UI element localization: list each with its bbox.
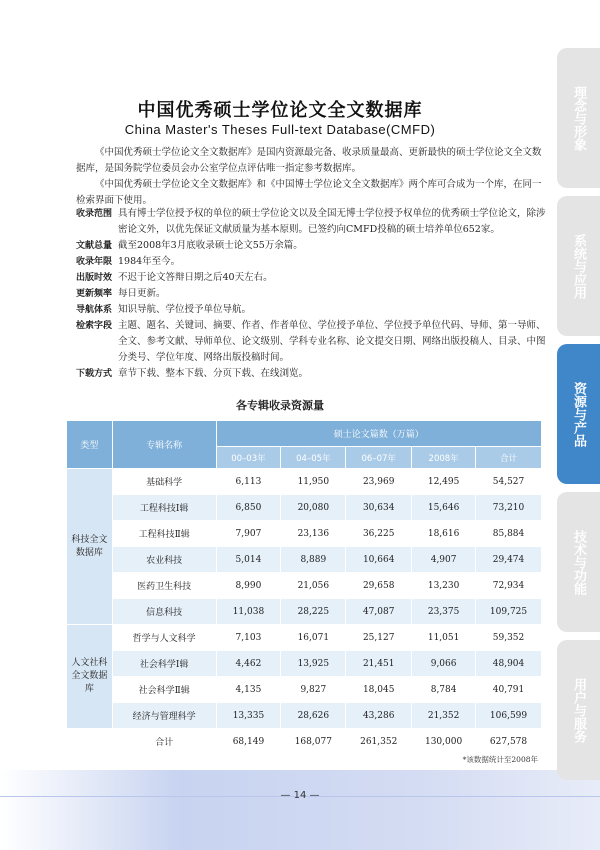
cell: 13,925: [281, 651, 346, 677]
table-row: [67, 599, 542, 625]
page-title: 中国优秀硕士学位论文全文数据库: [137, 100, 423, 121]
cell: 72,934: [476, 573, 542, 599]
info-label: 出版时效: [76, 273, 113, 283]
side-tab-resources[interactable]: [557, 344, 600, 484]
info-label: 下载方式: [76, 369, 113, 379]
cell: 13,230: [412, 573, 476, 599]
table-row: [67, 573, 542, 599]
cell: 9,066: [412, 651, 476, 677]
table-row: [67, 703, 542, 729]
cell: 12,495: [412, 469, 476, 495]
info-row-years: [76, 254, 546, 270]
cell: 5,014: [216, 547, 281, 573]
info-value: 不迟于论文答辩日期之后40天左右。: [118, 272, 273, 283]
table-row: [67, 677, 542, 703]
side-tab-label: 系统与应用: [571, 233, 586, 299]
table-note: *该数据统计至2008年: [462, 755, 538, 764]
total-spacer: [67, 729, 113, 755]
cell: 28,626: [281, 703, 346, 729]
category-cell: 人文社科全文数据库: [67, 625, 113, 729]
row-name: 社会科学Ⅰ辑: [112, 651, 216, 677]
info-label: 收录年限: [76, 257, 113, 267]
row-name: 农业科技: [112, 547, 216, 573]
table-row: [67, 469, 542, 495]
column-header: 合计: [476, 447, 542, 469]
row-name: 信息科技: [112, 599, 216, 625]
cell: 15,646: [412, 495, 476, 521]
table-row: [67, 625, 542, 651]
info-label: 导航体系: [76, 305, 113, 315]
cell: 21,451: [346, 651, 412, 677]
info-label: 更新频率: [76, 289, 113, 299]
header-group: 硕士论文篇数（万篇）: [216, 421, 542, 447]
table-row: [67, 495, 542, 521]
cell: 40,791: [476, 677, 542, 703]
table-title: 各专辑收录资源量: [236, 399, 324, 412]
cell: 21,056: [281, 573, 346, 599]
cell: 168,077: [281, 729, 346, 755]
cell: 6,850: [216, 495, 281, 521]
header-type: 类型: [67, 421, 113, 469]
header-name: 专辑名称: [112, 421, 216, 469]
page-subtitle: China Master's Theses Full-text Database(CMFD): [124, 122, 436, 137]
cell: 43,286: [346, 703, 412, 729]
row-name: 基础科学: [112, 469, 216, 495]
info-value: 1984年至今。: [118, 256, 181, 267]
column-header: 00–03年: [216, 447, 281, 469]
cell: 7,907: [216, 521, 281, 547]
side-tab-label: 理念与形象: [571, 85, 586, 151]
cell: 8,784: [412, 677, 476, 703]
side-tab-users[interactable]: [557, 640, 600, 780]
cell: 106,599: [476, 703, 542, 729]
cell: 18,616: [412, 521, 476, 547]
cell: 7,103: [216, 625, 281, 651]
row-name: 经济与管理科学: [112, 703, 216, 729]
info-value: 截至2008年3月底收录硕士论文55万余篇。: [118, 240, 303, 251]
cell: 20,080: [281, 495, 346, 521]
cell: 36,225: [346, 521, 412, 547]
info-row-scope: [76, 206, 546, 238]
cell: 11,051: [412, 625, 476, 651]
info-label: 文献总量: [76, 241, 113, 251]
info-row-download: [76, 366, 546, 382]
side-tab-technology[interactable]: [557, 492, 600, 632]
info-row-total: [76, 238, 546, 254]
column-header: 06–07年: [346, 447, 412, 469]
row-name: 工程科技Ⅰ辑: [112, 495, 216, 521]
info-list: [76, 206, 546, 382]
table-row: [67, 651, 542, 677]
side-tab-label: 技术与功能: [571, 529, 586, 595]
cell: 10,664: [346, 547, 412, 573]
cell: 9,827: [281, 677, 346, 703]
intro-paragraph: 《中国优秀硕士学位论文全文数据库》是国内资源最完备、收录质量最高、更新最快的硕士学位论文全文数据库，是国务院学位委员会办公室学位点评估唯一指定参考数据库。: [76, 147, 542, 174]
cell: 23,969: [346, 469, 412, 495]
cell: 4,462: [216, 651, 281, 677]
cell: 25,127: [346, 625, 412, 651]
info-label: 检索字段: [76, 321, 113, 331]
cell: 29,474: [476, 547, 542, 573]
cell: 261,352: [346, 729, 412, 755]
side-tab-system[interactable]: [557, 196, 600, 336]
cell: 73,210: [476, 495, 542, 521]
info-value: 知识导航、学位授予单位导航。: [118, 304, 252, 315]
cell: 48,904: [476, 651, 542, 677]
column-header: 04–05年: [281, 447, 346, 469]
cell: 130,000: [412, 729, 476, 755]
cell: 54,527: [476, 469, 542, 495]
side-tab-label: 资源与产品: [571, 381, 586, 447]
row-name: 工程科技Ⅱ辑: [112, 521, 216, 547]
cell: 85,884: [476, 521, 542, 547]
cell: 30,634: [346, 495, 412, 521]
cell: 4,135: [216, 677, 281, 703]
cell: 13,335: [216, 703, 281, 729]
info-label: 收录范围: [76, 209, 113, 219]
cell: 109,725: [476, 599, 542, 625]
cell: 23,136: [281, 521, 346, 547]
info-value: 每日更新。: [118, 288, 166, 299]
cell: 47,087: [346, 599, 412, 625]
row-name: 社会科学Ⅱ辑: [112, 677, 216, 703]
cell: 11,950: [281, 469, 346, 495]
cell: 16,071: [281, 625, 346, 651]
side-tab-philosophy[interactable]: [557, 48, 600, 188]
cell: 8,990: [216, 573, 281, 599]
table-row: [67, 521, 542, 547]
row-name: 医药卫生科技: [112, 573, 216, 599]
resource-table: [66, 420, 542, 755]
info-value: 主题、题名、关键词、摘要、作者、作者单位、学位授予单位、学位授予单位代码、导师、第一导师、全文、参考文献、导师单位、论文级别、学科专业名称、论文提交日期、网络出版投稿人、目录、中图分类号、学位年度、网络出版投稿时间。: [118, 320, 546, 363]
info-value: 章节下载、整本下载、分页下载、在线浏览。: [118, 368, 309, 379]
info-value: 具有博士学位授予权的单位的硕士学位论文以及全国无博士学位授予权单位的优秀硕士学位论文，除涉密论文外，以优先保证文献质量为基本原则。已签约向CMFD投稿的硕士培养单位652家。: [118, 208, 546, 235]
cell: 59,352: [476, 625, 542, 651]
cell: 627,578: [476, 729, 542, 755]
cell: 6,113: [216, 469, 281, 495]
cell: 18,045: [346, 677, 412, 703]
intro-paragraph: 《中国优秀硕士学位论文全文数据库》和《中国博士学位论文全文数据库》两个库可合成为一个库，在同一检索界面下使用。: [76, 179, 542, 206]
info-row-update: [76, 286, 546, 302]
cell: 4,907: [412, 547, 476, 573]
table-row: [67, 547, 542, 573]
row-name: 合计: [112, 729, 216, 755]
total-row: [67, 729, 542, 755]
cell: 23,375: [412, 599, 476, 625]
cell: 28,225: [281, 599, 346, 625]
side-tab-label: 用户与服务: [571, 677, 586, 743]
cell: 29,658: [346, 573, 412, 599]
footer-band: [0, 770, 600, 850]
page-number: — 14 —: [280, 790, 320, 801]
info-row-navigation: [76, 302, 546, 318]
row-name: 哲学与人文科学: [112, 625, 216, 651]
cell: 8,889: [281, 547, 346, 573]
category-cell: 科技全文数据库: [67, 469, 113, 625]
cell: 21,352: [412, 703, 476, 729]
cell: 11,038: [216, 599, 281, 625]
info-row-search-fields: [76, 318, 546, 366]
column-header: 2008年: [412, 447, 476, 469]
cell: 68,149: [216, 729, 281, 755]
info-row-timeliness: [76, 270, 546, 286]
